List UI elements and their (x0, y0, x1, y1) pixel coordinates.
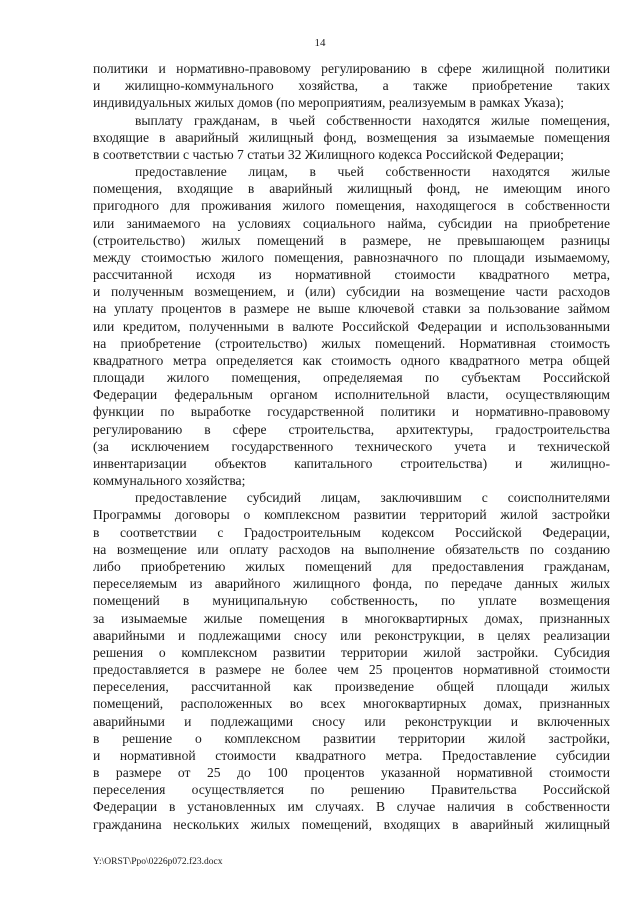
text-line: на приобретение (строительство) жилых помещений. Нормативная стоимость (93, 335, 610, 351)
text-line: переселения осуществляется по решению Правительства Российской (93, 782, 610, 798)
text-line: аварийными и подлежащими сносу или реконструкции и включенных (93, 713, 610, 729)
text-line: в соответствии с частью 7 статьи 32 Жилищного кодекса Российской Федерации; (93, 146, 564, 162)
text-line: или кредитом, полученными в валюте Российской Федерации и использованными (93, 318, 610, 334)
text-line: за изымаемые жилые помещения в многоквартирных домах, признанных (93, 610, 610, 626)
text-line: помещения, входящие в аварийный жилищный фонд, не имеющим иного (93, 181, 610, 197)
text-line: между стоимостью жилого помещения, равнозначного по площади изымаемому, (93, 249, 610, 265)
text-line: предоставление лицам, в чьей собственности находятся жилые (135, 164, 610, 180)
text-line: рассчитанной исходя из нормативной стоимости квадратного метра, (93, 267, 610, 283)
text-line: индивидуальных жилых домов (по мероприятиям, реализуемым в рамках Указа); (93, 95, 564, 111)
text-line: Программы договоры о комплексном развитии территорий жилой застройки (93, 507, 610, 523)
text-line: на уплату процентов в размере не выше ключевой ставки за пользование займом (93, 301, 610, 317)
page-number: 14 (314, 37, 326, 49)
text-line: решения о комплексном развитии территории жилой застройки. Субсидия (93, 644, 610, 660)
text-line: (за исключением государственного технического учета и технической (93, 438, 610, 454)
text-line: аварийными и подлежащими сносу или реконструкции, в целях реализации (93, 627, 610, 643)
text-line: функции по выработке государственной политики и нормативно-правовому (93, 404, 610, 420)
text-line: помещений, расположенных во всех многоквартирных домах, признанных (93, 696, 610, 712)
text-line: политики и нормативно-правовому регулированию в сфере жилищной политики (93, 61, 610, 76)
footer-file-path: Y:\ORST\Ppo\0226p072.f23.docx (93, 857, 223, 867)
text-line: инвентаризации объектов капитального строительства) и жилищно- (93, 455, 610, 471)
text-line: выплату гражданам, в чьей собственности находятся жилые помещения, (135, 112, 610, 128)
text-line: входящие в аварийный жилищный фонд, возмещения за изымаемые помещения (93, 129, 610, 145)
text-line: коммунального хозяйства; (93, 473, 246, 489)
text-line: Федерации федеральным органом исполнительной власти, осуществляющим (93, 387, 610, 403)
text-line: на возмещение или оплату расходов на выполнение обязательств по созданию (93, 541, 610, 557)
text-line: регулированию в сфере строительства, архитектуры, градостроительства (93, 421, 610, 437)
text-line: или занимаемого на условиях социального найма, субсидии на приобретение (93, 215, 610, 231)
text-line: гражданина нескольких жилых помещений, входящих в аварийный жилищный (93, 816, 610, 832)
text-line: и полученным возмещением, и (или) субсидии на возмещение части расходов (93, 284, 610, 300)
text-line: пригодного для проживания жилого помещения, находящегося в собственности (93, 198, 610, 214)
text-line: в соответствии с Градостроительным кодексом Российской Федерации, (93, 524, 610, 540)
text-line: Федерации в установленных им случаях. В случае наличия в собственности (93, 799, 610, 815)
text-line: и нормативной стоимости квадратного метра. Предоставление субсидии (93, 747, 610, 763)
text-line: в решение о комплексном развитии территории жилой застройки, (93, 730, 610, 746)
text-line: площади жилого помещения, определяемая по субъектам Российской (93, 370, 610, 386)
document-body (93, 60, 610, 833)
text-line: в размере от 25 до 100 процентов указанной нормативной стоимости (93, 765, 610, 781)
text-line: квадратного метра определяется как стоимость одного квадратного метра общей (93, 352, 610, 368)
text-line: (строительство) жилых помещений в размере, не превышающем разницы (93, 232, 610, 248)
text-line: помещений в муниципальную собственность, по уплате возмещения (93, 593, 610, 609)
text-line: предоставляется в размере не более чем 25 процентов нормативной стоимости (93, 662, 610, 678)
text-line: и жилищно-коммунального хозяйства, а также приобретение таких (93, 78, 610, 94)
text-line: переселяемым из аварийного жилищного фонда, по передаче данных жилых (93, 576, 610, 592)
text-line: переселения, рассчитанной как произведение общей площади жилых (93, 679, 610, 695)
text-line: предоставление субсидий лицам, заключившим с соисполнителями (135, 490, 610, 506)
text-line: либо приобретению жилых помещений для предоставления гражданам, (93, 558, 610, 574)
